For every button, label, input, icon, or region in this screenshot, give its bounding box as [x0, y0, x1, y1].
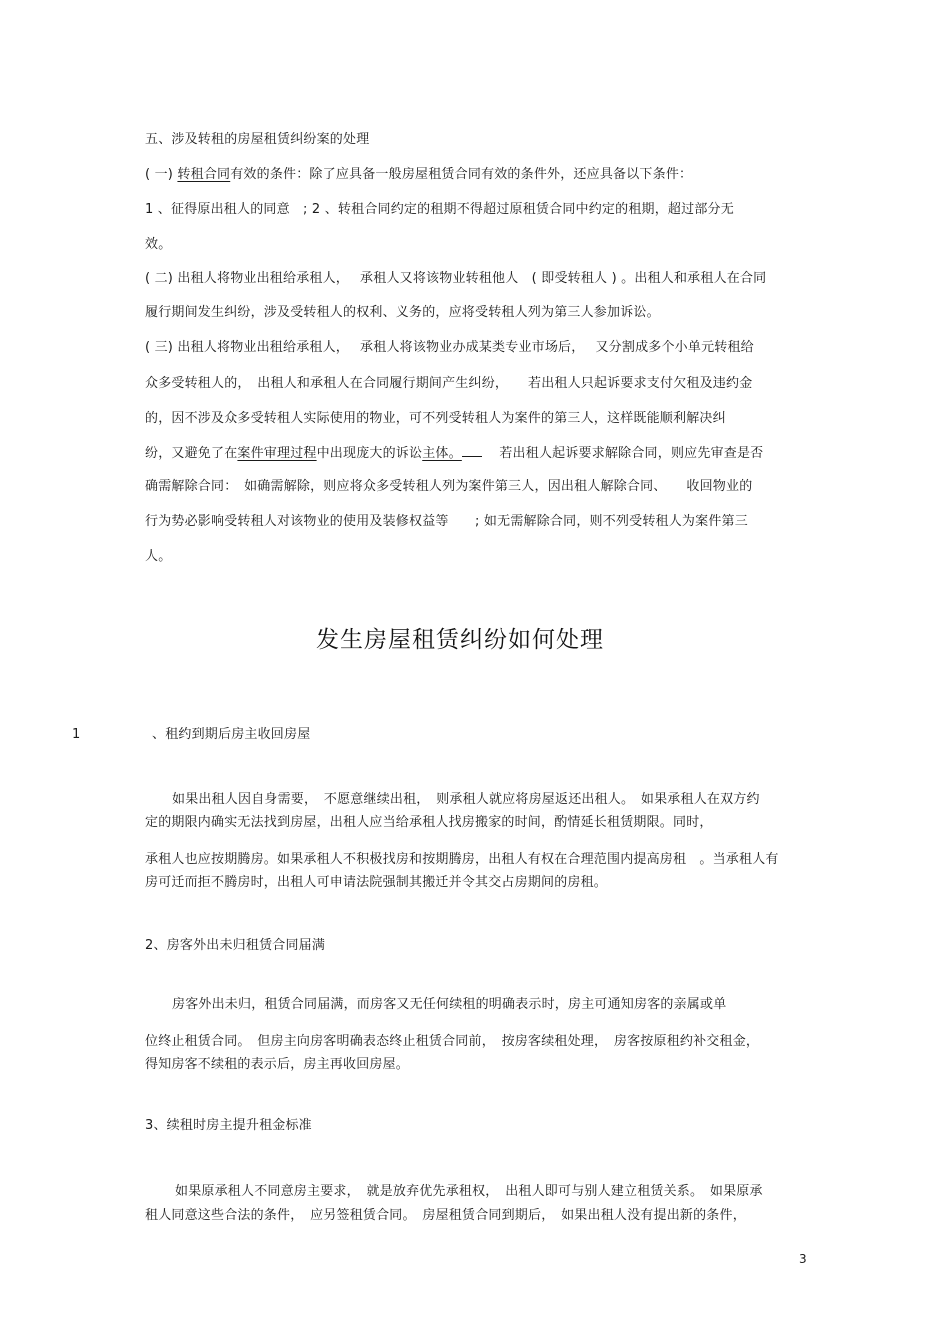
- item-number: 1: [72, 727, 81, 742]
- paragraph-line: 承租人也应按期腾房。如果承租人不积极找房和按期腾房，出租人有权在合理范围内提高房租 。当承租人有: [145, 852, 779, 867]
- section-heading: 五、涉及转租的房屋租赁纠纷案的处理: [145, 132, 370, 147]
- paragraph-line: ( 二) 出租人将物业出租给承租人， 承租人又将该物业转租他人 ( 即受转租人 ) 。出租人和承租人在合同: [145, 271, 767, 286]
- paragraph-line: 房客外出未归，租赁合同届满，而房客又无任何续租的明确表示时，房主可通知房客的亲属或单: [172, 997, 727, 1012]
- underlined-term: 案件审理过程: [237, 446, 317, 461]
- paragraph-line: 效。: [145, 237, 172, 252]
- paragraph-line: 如果出租人因自身需要， 不愿意继续出租， 则承租人就应将房屋返还出租人。 如果承租人在双方约: [172, 792, 760, 807]
- paragraph-line: ( 三) 出租人将物业出租给承租人， 承租人将该物业办成某类专业市场后， 又分割成多个小单元转租给: [145, 340, 754, 355]
- clause-text: 中出现庞大的诉讼: [316, 446, 423, 461]
- paragraph-line: 确需解除合同： 如确需解除，则应将众多受转租人列为案件第三人，因出租人解除合同、 收回物业的: [145, 479, 753, 494]
- item-heading: 2、房客外出未归租赁合同届满: [145, 938, 326, 953]
- paragraph-line: [145, 444, 763, 463]
- paragraph-line: 房可迁而拒不腾房时，出租人可申请法院强制其搬迁并令其交占房期间的房租。: [145, 875, 608, 890]
- paragraph-line: 租人同意这些合法的条件， 应另签租赁合同。 房屋租赁合同到期后， 如果出租人没有提出新的条件，: [145, 1208, 746, 1223]
- paragraph-line: 人。: [145, 549, 172, 564]
- clause-text: 纷，又避免了在: [145, 446, 238, 461]
- paragraph-line: 的，因不涉及众多受转租人实际使用的物业，可不列受转租人为案件的第三人，这样既能顺利解决纠: [145, 411, 726, 426]
- paragraph-line: 定的期限内确实无法找到房屋，出租人应当给承租人找房搬家的时间，酌情延长租赁期限。同时，: [145, 815, 713, 830]
- item-heading: 3、续租时房主提升租金标准: [145, 1118, 312, 1133]
- paragraph-line: 位终止租赁合同。 但房主向房客明确表态终止租赁合同前， 按房客续租处理， 房客按原租约补交租金，: [145, 1034, 760, 1049]
- item-heading: 、租约到期后房主收回房屋: [152, 727, 311, 742]
- paragraph-line: 得知房客不续租的表示后，房主再收回房屋。: [145, 1057, 410, 1072]
- underlined-term: 主体。: [422, 446, 462, 461]
- page-title: 发生房屋租赁纠纷如何处理: [316, 627, 604, 653]
- paragraph-line: 众多受转租人的， 出租人和承租人在合同履行期间产生纠纷， 若出租人只起诉要求支付欠租及违约金: [145, 376, 753, 391]
- paragraph-line: 1 、征得原出租人的同意 ; 2 、转租合同约定的租期不得超过原租赁合同中约定的租期，超过部分无: [145, 202, 734, 217]
- page-number: 3: [799, 1252, 807, 1266]
- paragraph-line: 如果原承租人不同意房主要求， 就是放弃优先承租权， 出租人即可与别人建立租赁关系。 如果原承: [175, 1184, 763, 1199]
- paragraph-line: [145, 166, 692, 184]
- paragraph-line: 履行期间发生纠纷，涉及受转租人的权利、义务的，应将受转租人列为第三人参加诉讼。: [145, 305, 660, 320]
- paragraph-line: 行为势必影响受转租人对该物业的使用及装修权益等 ; 如无需解除合同，则不列受转租人为案件第三: [145, 514, 748, 529]
- clause-text: 有效的条件：除了应具备一般房屋租赁合同有效的条件外，还应具备以下条件：: [230, 167, 693, 182]
- underlined-term: 转租合同: [177, 167, 231, 182]
- clause-prefix: ( 一): [145, 167, 178, 182]
- clause-text: 若出租人起诉要求解除合同，则应先审查是否: [481, 446, 764, 461]
- underline-blank: [462, 444, 482, 457]
